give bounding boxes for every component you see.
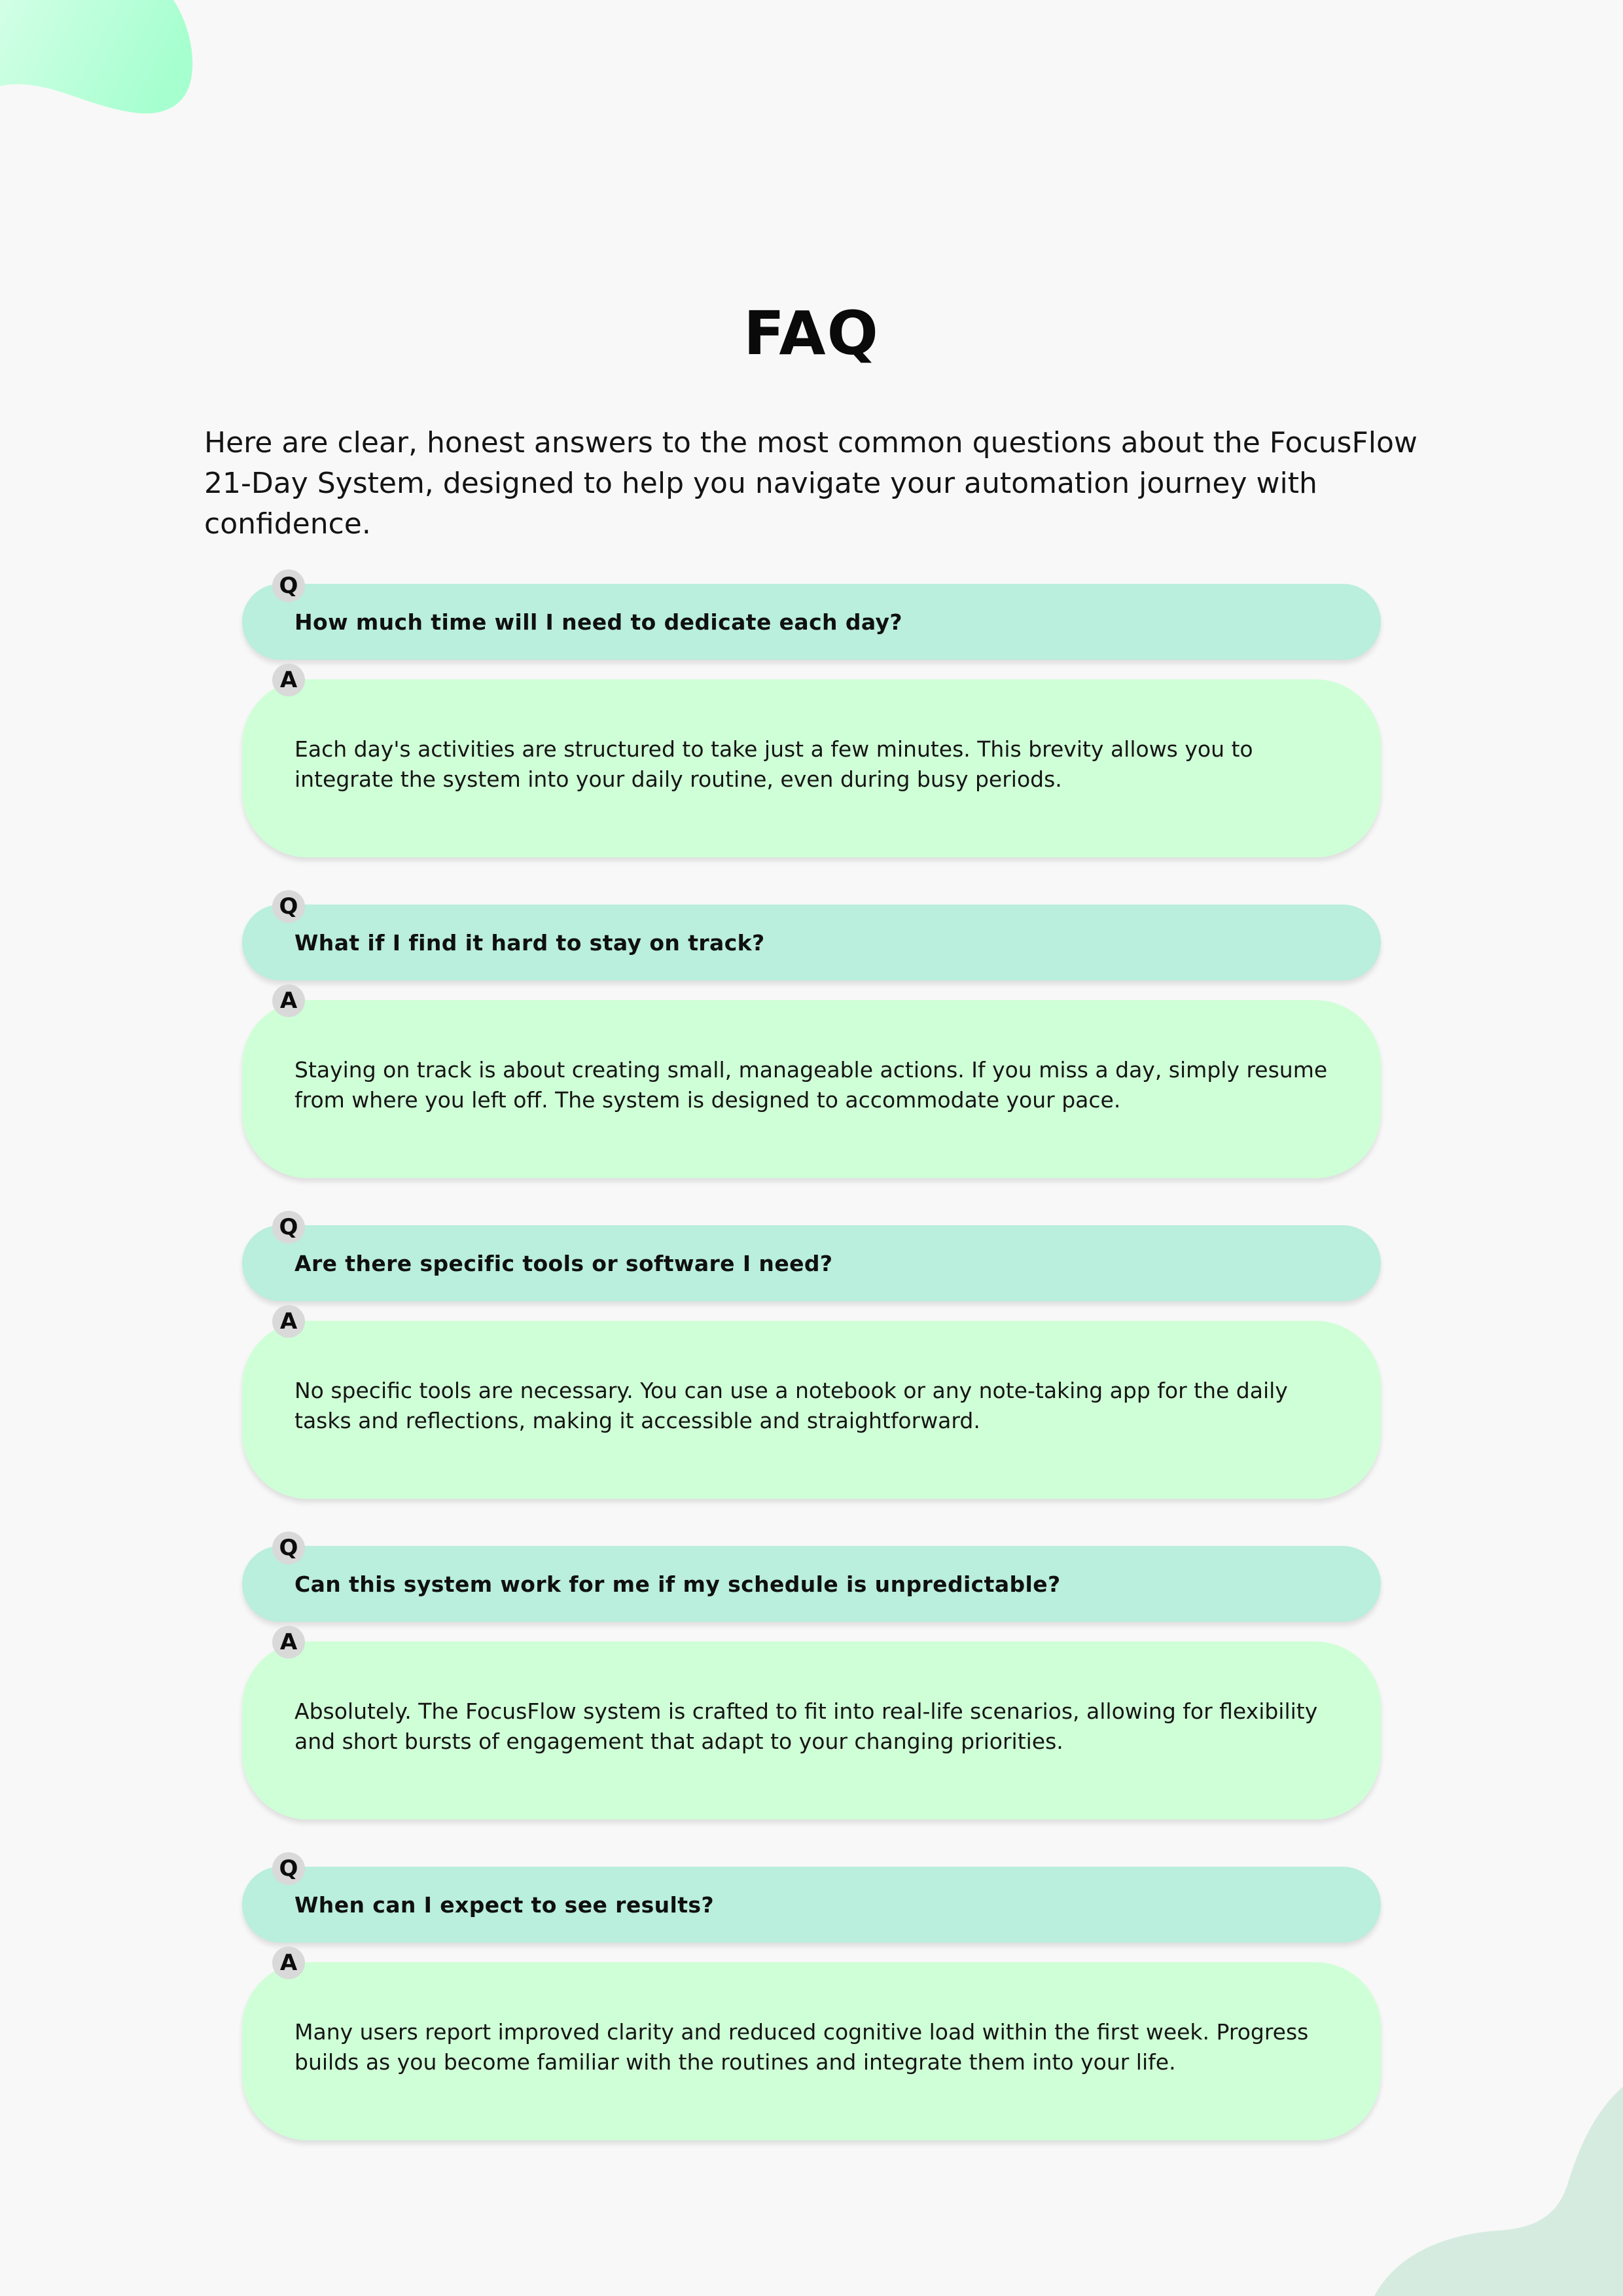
question-pill — [242, 905, 1381, 980]
answer-badge: A — [272, 984, 305, 1017]
question-badge: Q — [272, 569, 305, 602]
answer-text: Absolutely. The FocusFlow system is crafted to fit into real-life scenarios, allowing for flexibility and short bursts of engagement that adapt to your changing priorities. — [294, 1698, 1318, 1754]
answer-text: Many users report improved clarity and reduced cognitive load within the first week. Progress builds as you become familiar with the routines and integrate them into your life. — [294, 2019, 1309, 2075]
question-badge: Q — [272, 1532, 305, 1564]
question-text: Are there specific tools or software I need? — [294, 1250, 833, 1276]
question-pill — [242, 1867, 1381, 1943]
question-badge: Q — [272, 1852, 305, 1885]
faq-item — [242, 1532, 1381, 1852]
faq-list — [242, 569, 1381, 2173]
answer-text: Each day's activities are structured to take just a few minutes. This brevity allows you to integrate the system into your daily routine, even during busy periods. — [294, 736, 1253, 792]
page-title: FAQ — [743, 298, 880, 368]
answer-badge: A — [272, 1305, 305, 1338]
answer-text: Staying on track is about creating small, manageable actions. If you miss a day, simply resume from where you left off. The system is designed to accommodate your pace. — [294, 1057, 1328, 1113]
faq-item — [242, 569, 1381, 890]
answer-badge: A — [272, 1946, 305, 1979]
faq-item — [242, 1852, 1381, 2173]
question-pill — [242, 1225, 1381, 1301]
question-text: Can this system work for me if my schedule is unpredictable? — [294, 1571, 1061, 1597]
question-badge: Q — [272, 890, 305, 923]
question-text: What if I find it hard to stay on track? — [294, 929, 765, 956]
question-text: When can I expect to see results? — [294, 1892, 715, 1918]
decorative-blob-bottom-right — [1374, 2087, 1623, 2296]
answer-badge: A — [272, 1626, 305, 1659]
answer-box — [242, 679, 1381, 857]
answer-badge: A — [272, 664, 305, 696]
faq-item — [242, 1211, 1381, 1532]
faq-item — [242, 890, 1381, 1211]
answer-text: No specific tools are necessary. You can use a notebook or any note-taking app for the daily tasks and reflections, making it accessible and straightforward. — [294, 1378, 1288, 1433]
answer-box — [242, 1641, 1381, 1820]
answer-box — [242, 1962, 1381, 2140]
intro-paragraph: Here are clear, honest answers to the most common questions about the FocusFlow 21-Day System, designed to help you navigate your automation journey with confidence. — [204, 426, 1418, 541]
answer-box — [242, 1000, 1381, 1178]
question-badge: Q — [272, 1211, 305, 1244]
decorative-blob-top-left — [0, 0, 203, 124]
question-text: How much time will I need to dedicate each day? — [294, 609, 902, 635]
question-pill — [242, 1546, 1381, 1622]
question-pill — [242, 584, 1381, 660]
answer-box — [242, 1321, 1381, 1499]
